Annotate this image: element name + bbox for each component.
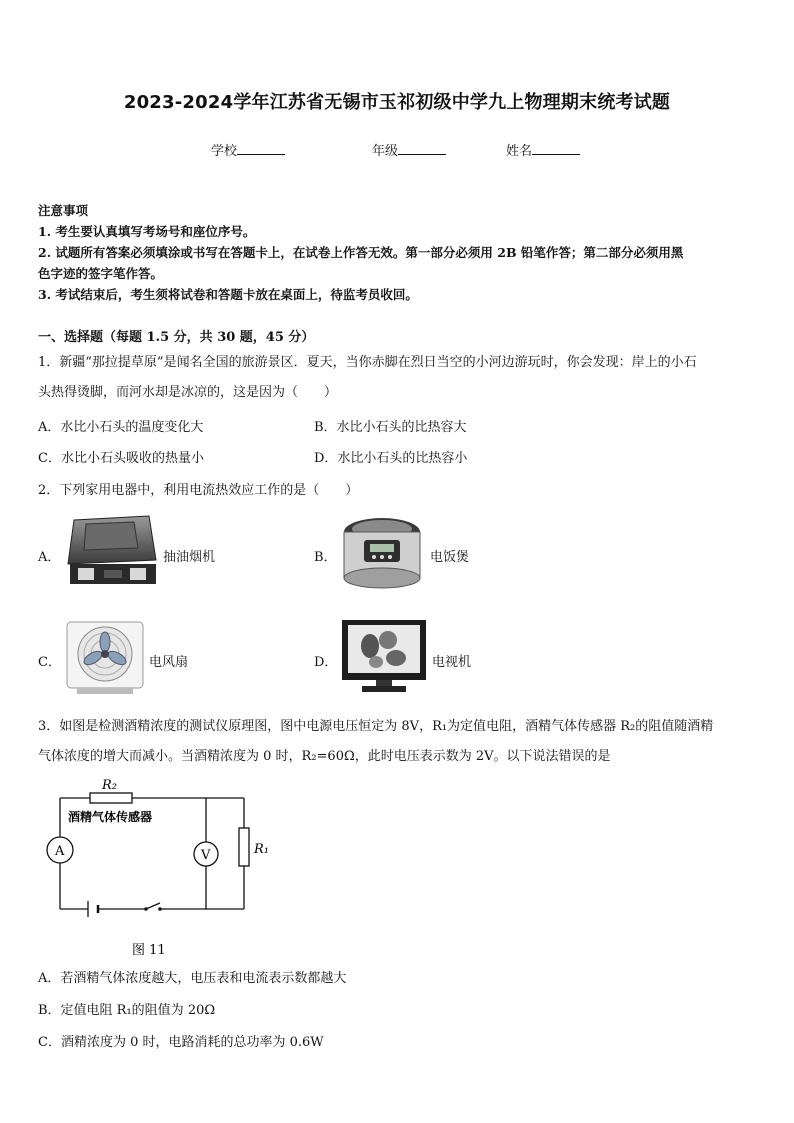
notes-heading: 注意事项 — [38, 203, 89, 218]
question-2: 2．下列家用电器中，利用电流热效应工作的是（ ） — [38, 483, 359, 498]
figure-caption: 图 11 — [132, 943, 166, 958]
school-field — [211, 140, 285, 159]
sensor-label: 酒精气体传感器 — [68, 810, 153, 824]
q3-option-a: A．若酒精气体浓度越大，电压表和电流表示数都越大 — [38, 971, 347, 986]
q2-option-c-label: 电风扇 — [149, 655, 189, 670]
q2-option-d-label: 电视机 — [432, 655, 472, 670]
q1-option-d: D．水比小石头的比热容小 — [314, 451, 468, 466]
notes-item: 色字迹的签字笔作答。 — [38, 266, 164, 281]
name-blank — [532, 142, 580, 155]
page-title: 2023-2024学年江苏省无锡市玉祁初级中学九上物理期末统考试题 — [123, 92, 671, 113]
question-1-line2: 头热得烫脚，而河水却是冰凉的，这是因为（ ） — [38, 385, 338, 400]
ammeter-label: A — [55, 844, 65, 859]
q3-option-b: B．定值电阻 R₁的阻值为 20Ω — [38, 1003, 216, 1018]
section-heading: 一、选择题（每题 1.5 分，共 30 题，45 分） — [38, 330, 315, 345]
r1-resistor — [239, 828, 249, 866]
voltmeter-label: V — [201, 848, 211, 863]
notes-item: 2. 试题所有答案必须填涂或书写在答题卡上，在试卷上作答无效。第一部分必须用 2B 铅笔作答；第二部分必须用黑 — [38, 245, 684, 260]
question-1 — [38, 348, 778, 408]
grade-field — [372, 140, 446, 159]
r2-label: R₂ — [102, 778, 117, 793]
q2-option-a-label: 抽油烟机 — [163, 550, 216, 565]
school-blank — [237, 142, 285, 155]
q2-option-a-letter: A． — [38, 550, 61, 565]
question-3-line1: 3．如图是检测酒精浓度的测试仪原理图，图中电源电压恒定为 8V，R₁为定值电阻，酒精气体传感器 R₂的阻值随酒精 — [38, 719, 714, 734]
q1-option-c: C．水比小石头吸收的热量小 — [38, 451, 204, 466]
television-image — [340, 618, 428, 696]
range-hood-image — [64, 512, 159, 590]
name-field — [506, 140, 580, 159]
rice-cooker-image — [338, 512, 426, 592]
school-label: 学校 — [211, 144, 238, 159]
r1-label: R₁ — [254, 842, 269, 857]
q2-option-d-letter: D． — [314, 655, 338, 670]
notes-item: 1. 考生要认真填写考场号和座位序号。 — [38, 224, 256, 239]
notes-item: 3. 考试结束后，考生须将试卷和答题卡放在桌面上，待监考员收回。 — [38, 287, 418, 302]
question-1-line1: 1．新疆“那拉提草原”是闻名全国的旅游景区．夏天，当你赤脚在烈日当空的小河边游玩时，你会发现：岸上的小石 — [38, 355, 697, 370]
q2-option-b-label: 电饭煲 — [430, 550, 470, 565]
notes-section — [38, 200, 768, 305]
q1-option-b: B．水比小石头的比热容大 — [314, 420, 467, 435]
grade-blank — [398, 142, 446, 155]
switch-icon — [146, 903, 160, 909]
circuit-diagram — [40, 776, 280, 962]
name-label: 姓名 — [506, 144, 533, 159]
electric-fan-image — [63, 618, 147, 698]
q2-option-c-letter: C． — [38, 655, 61, 670]
question-3-line2: 气体浓度的增大而减小。当酒精浓度为 0 时，R₂=60Ω，此时电压表示数为 2V。以下说法错误的是 — [38, 749, 611, 764]
q1-option-a: A．水比小石头的温度变化大 — [38, 420, 204, 435]
question-3 — [38, 712, 778, 772]
r2-resistor — [90, 793, 132, 803]
q3-option-c: C．酒精浓度为 0 时，电路消耗的总功率为 0.6W — [38, 1035, 324, 1050]
q2-option-b-letter: B． — [314, 550, 337, 565]
grade-label: 年级 — [372, 144, 399, 159]
